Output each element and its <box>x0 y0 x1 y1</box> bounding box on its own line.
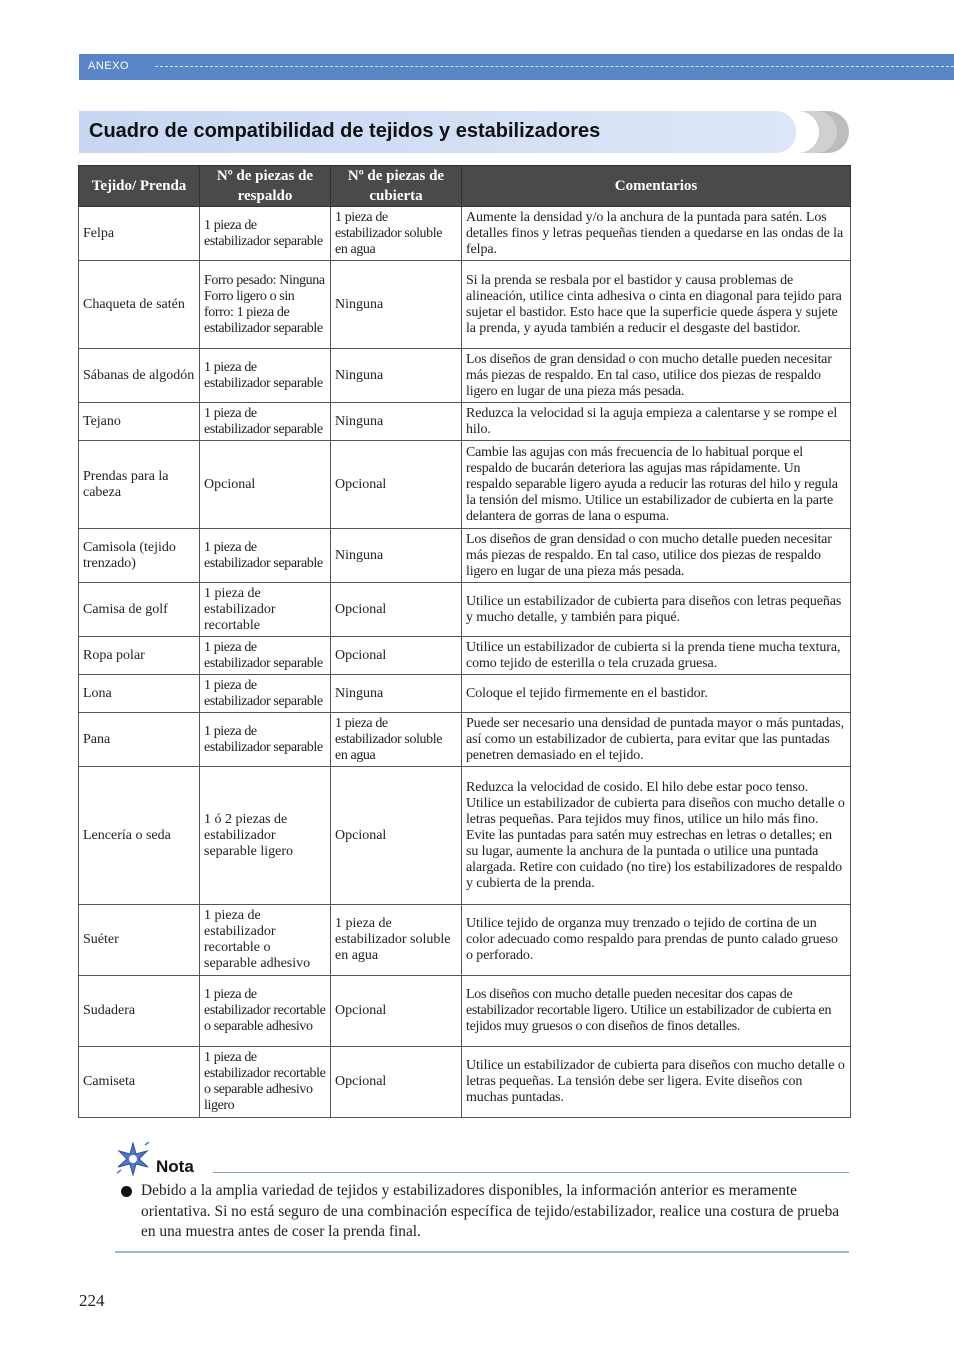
cell-comments: Aumente la densidad y/o la anchura de la puntada para satén. Los detalles finos y letras pequeñas tienden a quedarse en las ondas de la felpa. <box>462 207 851 261</box>
page-number: 224 <box>79 1291 105 1310</box>
cell-comments: Los diseños con mucho detalle pueden necesitar dos capas de estabilizador recortable ligero. Utilice un estabilizador de cubierta en tejidos muy gruesos o con diseños de finos detalles. <box>462 976 851 1047</box>
cell-topping: Ninguna <box>331 349 462 403</box>
cell-topping: 1 pieza de estabilizador soluble en agua <box>331 207 462 261</box>
table-row <box>79 349 851 403</box>
cell-fabric: Chaqueta de satén <box>79 261 200 349</box>
cell-topping: Opcional <box>331 637 462 675</box>
header-topping: Nº de piezas de cubierta <box>331 166 462 207</box>
header-dashed-line <box>155 66 954 67</box>
cell-backing: 1 pieza de estabilizador separable <box>200 403 331 441</box>
cell-topping: 1 pieza de estabilizador soluble en agua <box>331 713 462 767</box>
bullet-icon <box>121 1186 132 1197</box>
table-row <box>79 207 851 261</box>
table-header-row <box>79 166 851 207</box>
cell-comments: Los diseños de gran densidad o con mucho detalle pueden necesitar más piezas de respaldo. En tal caso, utilice dos piezas de respaldo ligero en lugar de una pieza más pesada. <box>462 529 851 583</box>
table-row <box>79 905 851 976</box>
cell-fabric: Sudadera <box>79 976 200 1047</box>
cell-backing: 1 pieza de estabilizador separable <box>200 637 331 675</box>
table-row <box>79 583 851 637</box>
cell-backing: 1 pieza de estabilizador recortable o separable adhesivo ligero <box>200 1047 331 1118</box>
cell-fabric: Camiseta <box>79 1047 200 1118</box>
cell-backing: 1 pieza de estabilizador recortable o separable adhesivo <box>200 976 331 1047</box>
cell-fabric: Ropa polar <box>79 637 200 675</box>
cell-fabric: Camisola (tejido trenzado) <box>79 529 200 583</box>
table-row <box>79 675 851 713</box>
note-text: Debido a la amplia variedad de tejidos y estabilizadores disponibles, la información anterior es meramente orientativa. Si no está seguro de una combinación específica de tejido/estabilizador, realice una costura de prueba en una muestra antes de coser la prenda final. <box>141 1182 840 1240</box>
cell-topping: Opcional <box>331 583 462 637</box>
cell-backing: 1 pieza de estabilizador recortable o separable adhesivo <box>200 905 331 976</box>
section-label: ANEXO <box>88 60 130 72</box>
cell-topping: Opcional <box>331 976 462 1047</box>
table-row <box>79 441 851 529</box>
header-backing: Nº de piezas de respaldo <box>200 166 331 207</box>
cell-fabric: Prendas para la cabeza <box>79 441 200 529</box>
cell-comments: Cambie las agujas con más frecuencia de lo habitual porque el respaldo de bucarán deteriora las agujas mas rápidamente. Un respaldo separable ligero ayuda a reducir las roturas del hilo y regula la tensión del mismo. Utilice un estabilizador de cubierta en la parte delantera de gorras de lana o espuma. <box>462 441 851 529</box>
cell-topping: Ninguna <box>331 403 462 441</box>
header-fabric: Tejido/ Prenda <box>79 166 200 207</box>
cell-fabric: Tejano <box>79 403 200 441</box>
cell-comments: Coloque el tejido firmemente en el bastidor. <box>462 675 851 713</box>
page-title: Cuadro de compatibilidad de tejidos y estabilizadores <box>89 120 601 142</box>
cell-fabric: Suéter <box>79 905 200 976</box>
cell-fabric: Lona <box>79 675 200 713</box>
cell-fabric: Lencería o seda <box>79 767 200 905</box>
cell-comments: Puede ser necesario una densidad de puntada mayor o más puntadas, así como un estabilizador de cubierta, para evitar que las puntadas penetren demasiado en el tejido. <box>462 713 851 767</box>
cell-comments: Los diseños de gran densidad o con mucho detalle pueden necesitar más piezas de respaldo. En tal caso, utilice dos piezas de respaldo ligero en lugar de una pieza más pesada. <box>462 349 851 403</box>
cell-topping: Opcional <box>331 1047 462 1118</box>
cell-fabric: Pana <box>79 713 200 767</box>
compatibility-table <box>78 165 851 1118</box>
cell-comments: Reduzca la velocidad si la aguja empieza a calentarse y se rompe el hilo. <box>462 403 851 441</box>
title-tab-decoration <box>792 111 849 153</box>
cell-backing: 1 pieza de estabilizador separable <box>200 713 331 767</box>
title-banner <box>79 111 796 153</box>
cell-fabric: Camisa de golf <box>79 583 200 637</box>
cell-backing: 1 pieza de estabilizador separable <box>200 349 331 403</box>
cell-backing: 1 pieza de estabilizador separable <box>200 529 331 583</box>
cell-comments: Utilice un estabilizador de cubierta si la prenda tiene mucha textura, como tejido de esterilla o tela cruzada gruesa. <box>462 637 851 675</box>
table-row <box>79 529 851 583</box>
cell-topping: 1 pieza de estabilizador soluble en agua <box>331 905 462 976</box>
cell-topping: Opcional <box>331 441 462 529</box>
table-row <box>79 637 851 675</box>
section-header-bar <box>79 54 954 80</box>
note-label: Nota <box>156 1157 194 1176</box>
cell-comments: Utilice un estabilizador de cubierta para diseños con mucho detalle o letras pequeñas. La tensión debe ser ligera. Evite diseños con muchas puntadas. <box>462 1047 851 1118</box>
cell-backing: 1 ó 2 piezas de estabilizador separable ligero <box>200 767 331 905</box>
header-comments: Comentarios <box>462 166 851 207</box>
cell-topping: Ninguna <box>331 675 462 713</box>
cell-fabric: Felpa <box>79 207 200 261</box>
cell-topping: Ninguna <box>331 261 462 349</box>
table-row <box>79 767 851 905</box>
table-row <box>79 976 851 1047</box>
note-bottom-divider <box>115 1251 849 1253</box>
cell-backing: Forro pesado: Ninguna Forro ligero o sin forro: 1 pieza de estabilizador separable <box>200 261 331 349</box>
table-row <box>79 1047 851 1118</box>
cell-topping: Opcional <box>331 767 462 905</box>
table-row <box>79 261 851 349</box>
cell-backing: 1 pieza de estabilizador recortable <box>200 583 331 637</box>
table-row <box>79 403 851 441</box>
cell-comments: Utilice un estabilizador de cubierta para diseños con letras pequeñas y mucho detalle, y también para piqué. <box>462 583 851 637</box>
cell-comments: Si la prenda se resbala por el bastidor y causa problemas de alineación, utilice cinta adhesiva o cinta en diagonal para tejido para sujetar el bastidor. Esto hace que la superficie quede áspera y sujete la prenda, y ayuda también a reducir el desgaste del bastidor. <box>462 261 851 349</box>
cell-comments: Utilice tejido de organza muy trenzado o tejido de cortina de un color adecuado como respaldo para prendas de punto calado grueso o perforado. <box>462 905 851 976</box>
cell-backing: Opcional <box>200 441 331 529</box>
table-row <box>79 713 851 767</box>
cell-comments: Reduzca la velocidad de cosido. El hilo debe estar poco tenso. Utilice un estabilizador de cubierta para diseños con mucho detalle o letras pequeñas. Para tejidos muy finos, utilice un hilo más fino. Evite las puntadas para satén muy estrechas en letras o detalles; en su lugar, aumente la anchura de la puntada o utilice una puntada alargada. Retire con cuidado (no tire) los estabilizadores de respaldo y cubierta de la prenda. <box>462 767 851 905</box>
cell-topping: Ninguna <box>331 529 462 583</box>
cell-backing: 1 pieza de estabilizador separable <box>200 207 331 261</box>
cell-fabric: Sábanas de algodón <box>79 349 200 403</box>
sparkle-note-icon <box>115 1142 151 1176</box>
cell-backing: 1 pieza de estabilizador separable <box>200 675 331 713</box>
note-divider <box>213 1172 849 1173</box>
